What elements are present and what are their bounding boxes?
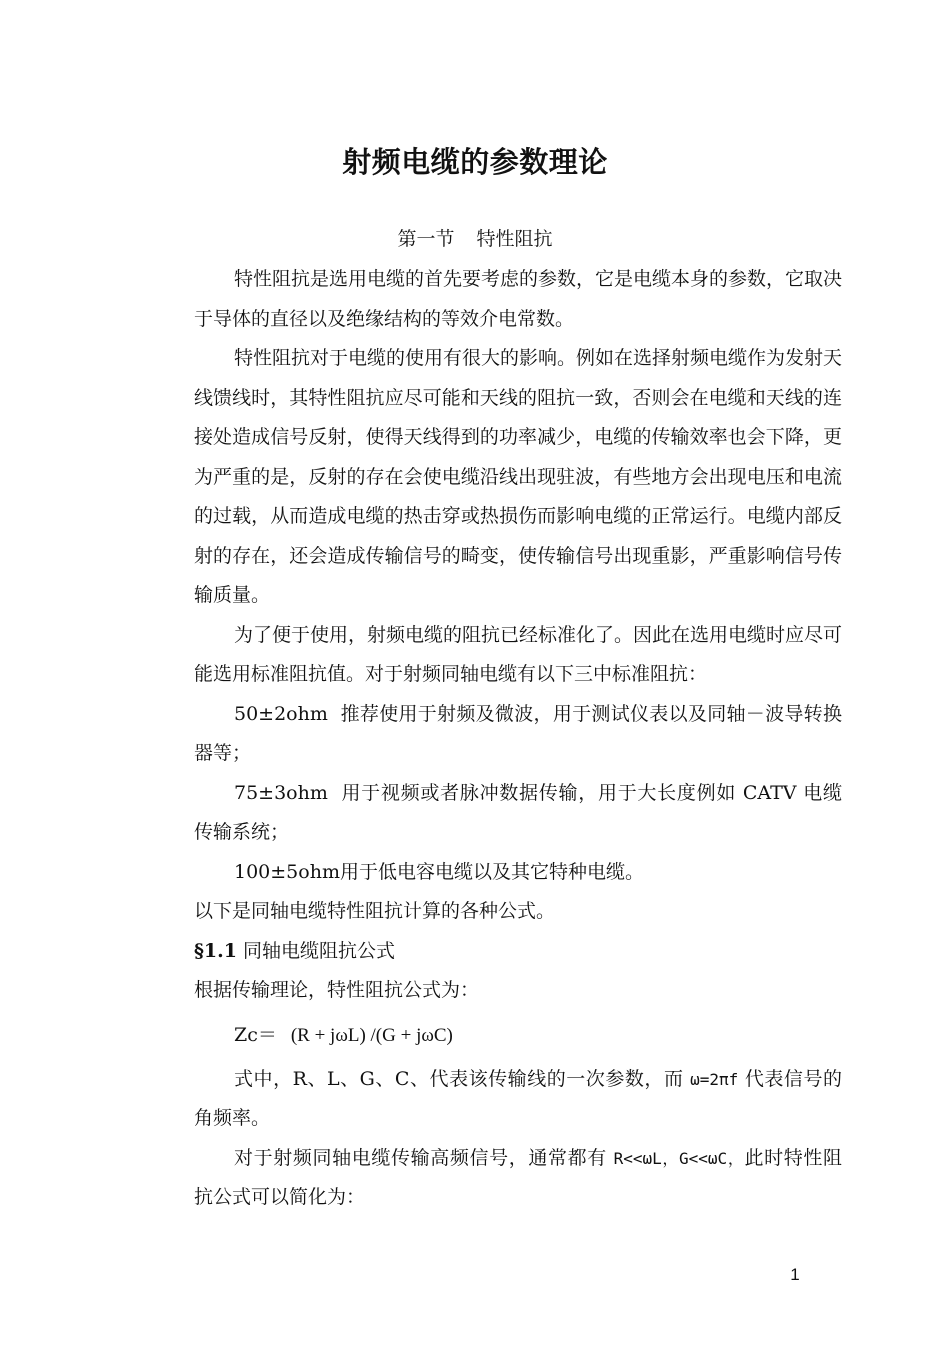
subsection-title: 同轴电缆阻抗公式	[243, 939, 396, 962]
impedance-value: 75±3ohm	[234, 781, 328, 804]
impedance-item-100	[194, 853, 842, 893]
condition-expression: R<<ωL，G<<ωC，	[613, 1148, 745, 1168]
formula-lhs: Zc＝	[234, 1023, 277, 1046]
impedance-value: 50±2ohm	[234, 702, 328, 725]
paragraph-intro: 特性阻抗是选用电缆的首先要考虑的参数，它是电缆本身的参数，它取决于导体的直径以及绝缘结构的等效介电常数。	[194, 268, 843, 330]
paragraph-formula-lead: 根据传输理论，特性阻抗公式为：	[194, 979, 480, 1001]
document-body	[194, 260, 842, 1218]
omega-expression: ω=2πf	[690, 1069, 739, 1089]
paragraph-parameters	[194, 1060, 842, 1139]
section-name: 特性阻抗	[476, 228, 553, 250]
page-number: 1	[790, 1265, 800, 1284]
subsection-number: §1.1	[194, 939, 237, 962]
section-number: 第一节	[397, 228, 455, 250]
formula-rhs: (R + jωL) /(G + jωC)	[290, 1024, 453, 1046]
impedance-desc: 用于视频或者脉冲数据传输，用于大长度例如 CATV 电缆传输系统；	[194, 781, 842, 843]
paragraph-impedance-effect: 特性阻抗对于电缆的使用有很大的影响。例如在选择射频电缆作为发射天线馈线时，其特性阻抗应尽可能和天线的阻抗一致，否则会在电缆和天线的连接处造成信号反射，使得天线得到的功率减少，电缆的传输效率也会下降，更为严重的是，反射的存在会使电缆沿线出现驻波，有些地方会出现电压和电流的过载，从而造成电缆的热击穿或热损伤而影响电缆的正常运行。电缆内部反射的存在，还会造成传输信号的畸变，使传输信号出现重影，严重影响信号传输质量。	[194, 347, 843, 606]
paragraph-formulas-intro: 以下是同轴电缆特性阻抗计算的各种公式。	[194, 900, 556, 922]
text-segment: 式中，R、L、G、C、代表该传输线的一次参数，而	[234, 1067, 684, 1090]
text-segment: 代表信号的角频率。	[194, 1067, 842, 1129]
impedance-value: 100±5ohm	[234, 860, 340, 883]
subsection-heading	[194, 932, 842, 972]
impedance-desc: 推荐使用于射频及微波，用于测试仪表以及同轴－波导转换器等；	[194, 702, 842, 764]
impedance-desc: 用于低电容电缆以及其它特种电缆。	[339, 860, 644, 883]
paragraph-simplification	[194, 1139, 842, 1218]
section-heading	[0, 224, 950, 251]
impedance-item-75	[194, 774, 842, 853]
impedance-item-50	[194, 695, 842, 774]
impedance-formula	[194, 1011, 842, 1060]
paragraph-standard-impedance: 为了便于使用，射频电缆的阻抗已经标准化了。因此在选用电缆时应尽可能选用标准阻抗值。对于射频同轴电缆有以下三中标准阻抗：	[194, 623, 843, 685]
document-title: 射频电缆的参数理论	[342, 145, 608, 179]
text-segment: 对于射频同轴电缆传输高频信号，通常都有	[234, 1146, 607, 1169]
text-segment: 此时特性阻抗公式可以简化为：	[194, 1146, 842, 1208]
